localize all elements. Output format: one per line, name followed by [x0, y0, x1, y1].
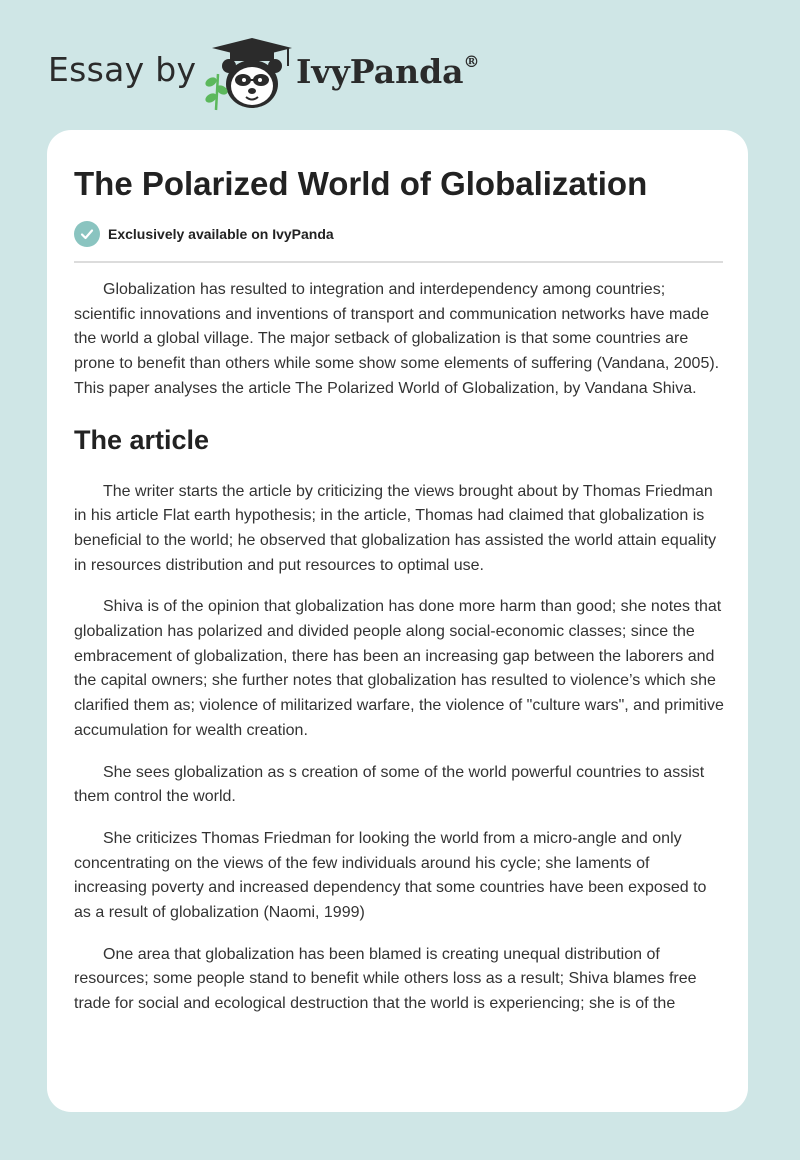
check-icon — [74, 221, 100, 247]
body-paragraph: One area that globalization has been blamed is creating unequal distribution of resources; some people stand to benefit while others loss as a result; Shiva blames free trade for social and ecological destruction that the world is experiencing; she is of the — [74, 945, 697, 1013]
exclusive-label: Exclusively available on IvyPanda — [108, 226, 334, 242]
page-title: The Polarized World of Globalization — [74, 165, 648, 202]
panda-logo-icon[interactable] — [200, 36, 294, 112]
body-paragraph: She sees globalization as s creation of some of the world powerful countries to assist them control the world. — [74, 763, 705, 806]
body-paragraph: She criticizes Thomas Friedman for looking the world from a micro-angle and only concentrating on the views of the few individuals around his cycle; she laments of increasing poverty and increased dependency that some countries have been exposed to as a result of globalization (Naomi, 1999) — [74, 829, 707, 922]
essay-card — [47, 130, 748, 1112]
divider — [74, 261, 723, 263]
intro-paragraph: Globalization has resulted to integration and interdependency among countries; scientific innovations and inventions of transport and communication networks have made the world a global village. The major setback of globalization is that some countries are prone to benefit than others while some show some elements of suffering (Vandana, 2005). This paper analyses the article The Polarized World of Globalization, by Vandana Shiva. — [74, 281, 720, 397]
exclusive-badge — [74, 221, 334, 247]
essay-body — [74, 278, 726, 1034]
section-heading: The article — [74, 424, 210, 455]
site-header — [0, 0, 800, 120]
body-paragraph: The writer starts the article by criticizing the views brought about by Thomas Friedman in his article Flat earth hypothesis; in the article, Thomas had claimed that globalization is beneficial to the world; he observed that globalization has assisted the world attain equality in resources distribution and put resources to optimal use. — [74, 482, 717, 574]
registered-mark: ® — [463, 52, 480, 71]
brand-name[interactable] — [296, 52, 480, 91]
body-paragraph: Shiva is of the opinion that globalization has done more harm than good; she notes that globalization has polarized and divided people along social-economic classes; since the embracement of globalization, there has been an increasing gap between the laborers and the capital owners; she further notes that globalization has resulted to violence’s which she clarified them as; violence of militarized warfare, the violence of "culture wars", and primitive accumulation for wealth creation. — [74, 598, 724, 739]
essay-by-label: Essay by — [48, 50, 197, 89]
brand-text: IvyPanda — [296, 52, 464, 91]
